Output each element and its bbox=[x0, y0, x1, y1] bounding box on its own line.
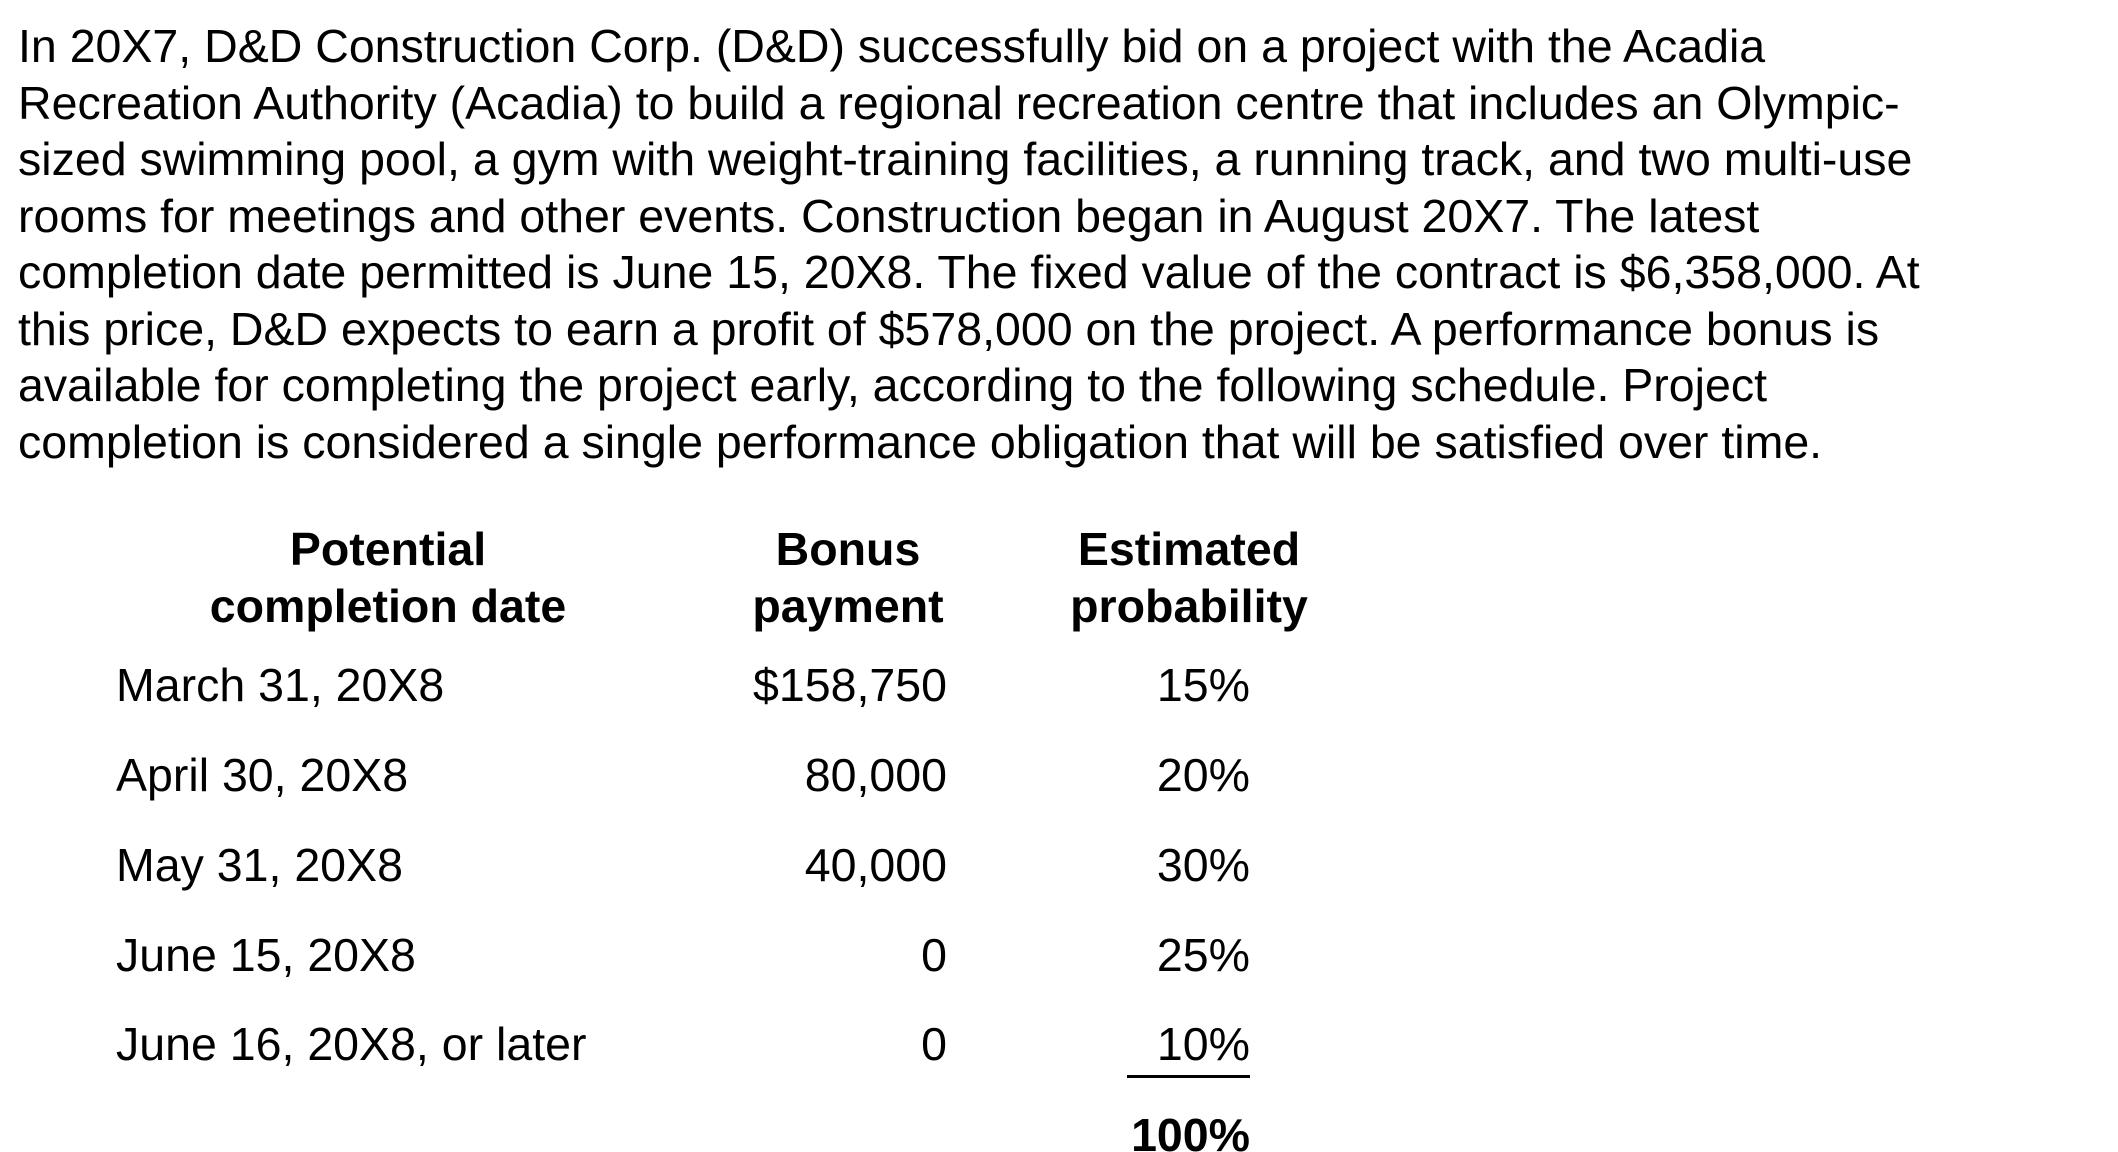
total-row bbox=[0, 1104, 2118, 1152]
table-row bbox=[0, 924, 2118, 986]
probability-cell: 30% bbox=[1156, 839, 1250, 891]
completion-date-cell: June 15, 20X8 bbox=[116, 929, 416, 981]
total-probability: 100% bbox=[1131, 1109, 1250, 1152]
paragraph-line: Recreation Authority (Acadia) to build a regional recreation centre that includes an Olympic- bbox=[18, 76, 1900, 129]
table-row bbox=[0, 1013, 2118, 1075]
completion-date-cell: April 30, 20X8 bbox=[116, 749, 409, 801]
table-row bbox=[0, 834, 2118, 896]
probability-cell: 25% bbox=[1156, 929, 1250, 981]
completion-date-cell: June 16, 20X8, or later bbox=[116, 1018, 587, 1070]
header-completion-date: Potential completion date bbox=[209, 523, 567, 632]
paragraph-line: completion is considered a single performance obligation that will be satisfied over time. bbox=[18, 415, 1823, 468]
paragraph-line: In 20X7, D&D Construction Corp. (D&D) successfully bid on a project with the Acadia bbox=[18, 20, 1766, 72]
problem-paragraph bbox=[18, 18, 2098, 470]
header-bonus-payment: Bonus payment bbox=[752, 523, 944, 632]
paragraph-line: rooms for meetings and other events. Construction began in August 20X7. The latest bbox=[18, 189, 1760, 242]
bonus-payment-cell: 0 bbox=[921, 1018, 947, 1070]
probability-cell: 20% bbox=[1156, 749, 1250, 801]
probability-cell: 15% bbox=[1156, 659, 1250, 711]
table-row bbox=[0, 654, 2118, 716]
completion-date-cell: May 31, 20X8 bbox=[116, 839, 403, 891]
paragraph-line: available for completing the project early, according to the following schedule. Project bbox=[18, 359, 1768, 411]
probability-cell: 10% bbox=[1127, 1013, 1250, 1078]
bonus-payment-cell: $158,750 bbox=[753, 659, 947, 711]
header-estimated-probability: Estimated probability bbox=[1070, 523, 1308, 632]
bonus-payment-cell: 80,000 bbox=[804, 749, 947, 801]
bonus-payment-cell: 40,000 bbox=[804, 839, 947, 891]
paragraph-line: this price, D&D expects to earn a profit of $578,000 on the project. A performance bonus is bbox=[18, 302, 1880, 355]
bonus-payment-cell: 0 bbox=[921, 929, 947, 981]
paragraph-line: sized swimming pool, a gym with weight-training facilities, a running track, and two multi-use bbox=[18, 133, 1913, 185]
completion-date-cell: March 31, 20X8 bbox=[116, 659, 445, 711]
paragraph-line: completion date permitted is June 15, 20X8. The fixed value of the contract is $6,358,000. At bbox=[18, 246, 1920, 298]
table-row bbox=[0, 744, 2118, 806]
